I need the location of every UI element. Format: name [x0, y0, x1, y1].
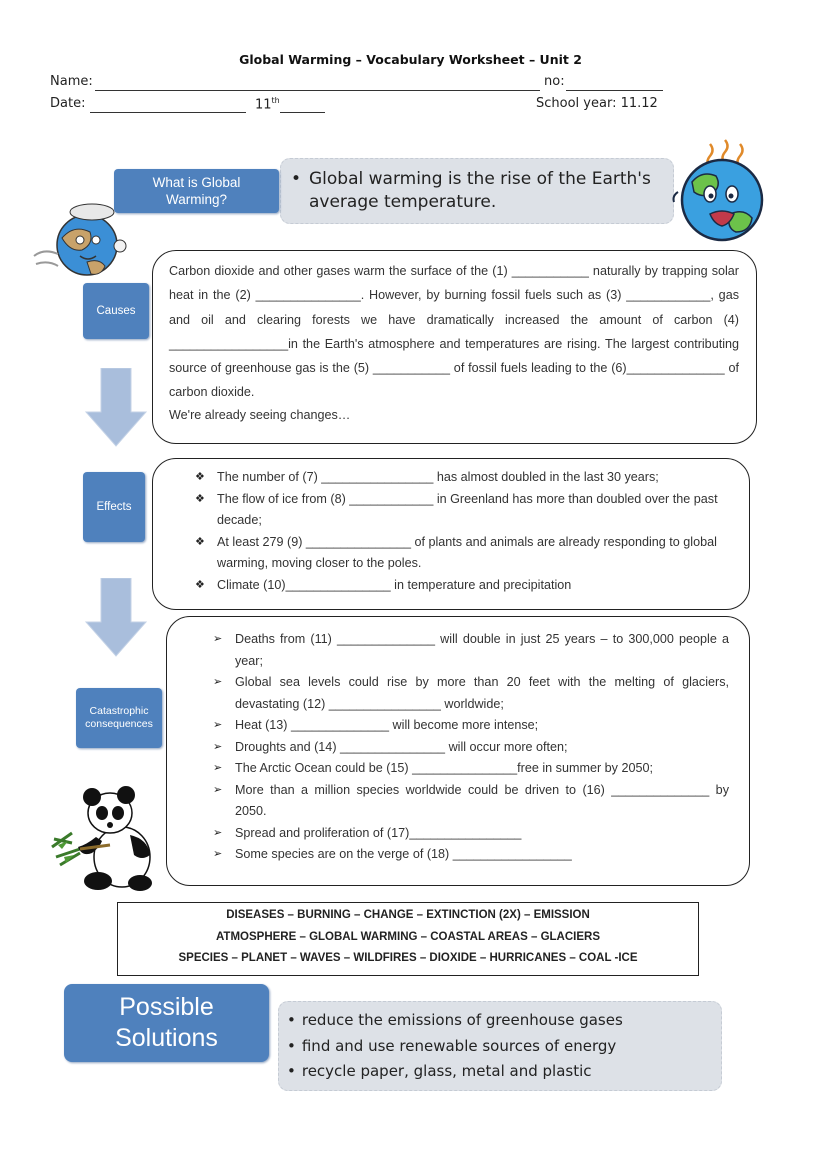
arrow-bullet-icon: ➢ — [213, 826, 223, 839]
definition-text: Global warming is the rise of the Earth's average temperature. — [309, 169, 651, 212]
definition-panel: • Global warming is the rise of the Earth's average temperature. — [280, 158, 674, 224]
solutions-label — [64, 984, 269, 1062]
effects-label: Effects — [83, 472, 145, 542]
number-label: no: — [544, 74, 565, 89]
date-line[interactable] — [90, 112, 246, 113]
arrow-bullet-icon: ➢ — [213, 676, 223, 688]
arrow-bullet-icon: ➢ — [213, 762, 223, 774]
consequence-item — [213, 844, 729, 866]
consequence-item-text: Spread and proliferation of (17)________________ — [235, 825, 522, 840]
diamond-bullet-icon: ❖ — [195, 535, 205, 548]
effects-item — [195, 467, 727, 489]
consequence-item — [213, 780, 729, 823]
causes-extra: We're already seeing changes… — [169, 408, 351, 422]
effects-item-text: The flow of ice from (8) ____________ in Greenland has more than doubled over the past decade; — [217, 491, 718, 527]
diamond-bullet-icon: ❖ — [195, 492, 205, 505]
effects-item — [195, 575, 727, 597]
sick-earth-icon — [32, 200, 132, 282]
solution-item: • reduce the emissions of greenhouse gases — [287, 1008, 623, 1034]
class-line[interactable] — [280, 112, 325, 113]
effects-item-text: At least 279 (9) _______________ of plants and animals are already responding to global warming, moving closer to the poles. — [217, 534, 717, 570]
word-bank-line: DISEASES – BURNING – CHANGE – EXTINCTION (2X) – EMISSION — [226, 909, 590, 921]
arrow-bullet-icon: ➢ — [213, 719, 223, 731]
arrow-bullet-icon: ➢ — [213, 740, 223, 753]
name-label: Name: — [50, 74, 93, 89]
consequence-item-text: Deaths from (11) ______________ will double in just 25 years – to 300,000 people a year; — [235, 632, 729, 668]
solutions-list — [287, 1008, 623, 1085]
consequence-item-text: More than a million species worldwide could be driven to (16) ______________ by 2050. — [235, 782, 729, 818]
down-arrow-icon — [84, 578, 148, 658]
name-line[interactable] — [95, 90, 540, 91]
word-bank-line: SPECIES – PLANET – WAVES – WILDFIRES – DIOXIDE – HURRICANES – COAL -ICE — [178, 952, 638, 964]
definition-label-text: What is Global Warming? — [152, 175, 241, 207]
diamond-bullet-icon: ❖ — [195, 578, 205, 591]
consequence-item — [213, 629, 729, 672]
down-arrow-icon — [84, 368, 148, 448]
word-bank — [117, 902, 699, 976]
consequence-item — [213, 758, 729, 780]
grade-label — [255, 96, 280, 112]
solutions-label-text: Possible Solutions — [115, 993, 218, 1052]
word-bank-line: ATMOSPHERE – GLOBAL WARMING – COASTAL AREAS – GLACIERS — [215, 930, 600, 943]
number-line[interactable] — [566, 90, 663, 91]
causes-text: Carbon dioxide and other gases warm the surface of the (1) ___________ naturally by trapping solar heat in the (2) _______________. However, by burning fossil fuels such as (3) ____________, gas and oil and clearing forests we have dramatically increased the amount of carbon (4) _________________in the Earth's atmosphere and temperatures are rising. The largest contributing source of greenhouse gas is the (5) ___________ of fossil fuels leading to the (6)______________ of carbon dioxide. — [169, 264, 739, 400]
consequences-panel — [166, 616, 750, 886]
effects-item — [195, 489, 727, 532]
consequence-item-text: The Arctic Ocean could be (15) _______________free in summer by 2050; — [235, 761, 653, 775]
arrow-bullet-icon: ➢ — [213, 848, 223, 860]
consequence-item — [213, 672, 729, 715]
grade-suffix: th — [271, 96, 280, 105]
consequences-label — [76, 688, 162, 748]
consequences-list — [213, 629, 729, 866]
hot-earth-icon — [670, 132, 775, 247]
effects-list — [195, 467, 727, 596]
consequence-item-text: Droughts and (14) _______________ will occur more often; — [235, 739, 568, 754]
panda-icon — [50, 785, 160, 893]
effects-item-text: The number of (7) ________________ has almost doubled in the last 30 years; — [217, 470, 659, 484]
consequence-item-text: Some species are on the verge of (18) _________________ — [235, 847, 572, 861]
consequence-item — [213, 823, 729, 845]
causes-panel — [152, 250, 757, 444]
diamond-bullet-icon: ❖ — [195, 471, 205, 483]
grade-number: 11 — [255, 97, 272, 113]
solution-item: • recycle paper, glass, metal and plastic — [287, 1059, 623, 1085]
arrow-bullet-icon: ➢ — [213, 633, 223, 645]
consequences-label-text: Catastrophic consequences — [85, 705, 153, 730]
school-year: School year: 11.12 — [536, 96, 658, 111]
worksheet-title: Global Warming – Vocabulary Worksheet – Unit 2 — [239, 52, 582, 67]
consequence-item — [213, 737, 729, 759]
consequence-item-text: Global sea levels could rise by more than 20 feet with the melting of glaciers, devastating (12) ________________ worldwide; — [235, 675, 729, 711]
causes-label: Causes — [83, 283, 149, 339]
effects-item-text: Climate (10)_______________ in temperature and precipitation — [217, 577, 572, 592]
solutions-panel — [278, 1001, 722, 1091]
date-label: Date: — [50, 96, 86, 111]
solution-item: • find and use renewable sources of energy — [287, 1034, 623, 1060]
arrow-bullet-icon: ➢ — [213, 783, 223, 796]
effects-item — [195, 532, 727, 575]
consequence-item-text: Heat (13) ______________ will become more intense; — [235, 718, 539, 732]
effects-panel — [152, 458, 750, 610]
definition-label — [114, 169, 279, 213]
consequence-item — [213, 715, 729, 737]
